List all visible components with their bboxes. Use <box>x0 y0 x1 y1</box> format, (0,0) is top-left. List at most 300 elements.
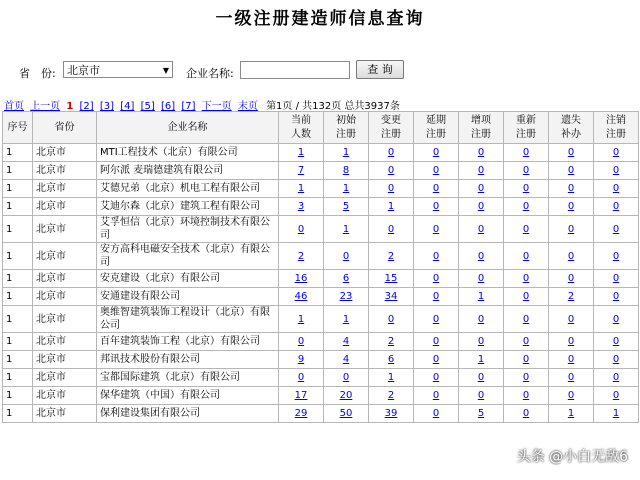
table-row <box>3 144 639 162</box>
count-link[interactable]: 0 <box>522 201 530 212</box>
count-link[interactable]: 0 <box>477 201 485 212</box>
count-link[interactable]: 0 <box>432 336 440 347</box>
table-row <box>3 198 639 216</box>
count-cell <box>549 333 594 351</box>
province-select[interactable] <box>63 61 173 78</box>
count-cell <box>369 270 414 288</box>
province-cell: 北京市 <box>33 387 97 405</box>
count-cell <box>504 288 549 306</box>
count-link[interactable]: 0 <box>612 165 620 176</box>
count-link[interactable]: 0 <box>567 354 575 365</box>
count-cell <box>279 180 324 198</box>
table-row <box>3 387 639 405</box>
count-link[interactable]: 20 <box>339 390 353 401</box>
count-link[interactable]: 2 <box>567 291 575 302</box>
count-cell <box>324 387 369 405</box>
count-cell <box>459 198 504 216</box>
next-page-link[interactable]: 下一页 <box>201 101 232 112</box>
row-number-cell: 1 <box>3 243 33 270</box>
count-link[interactable]: 0 <box>567 390 575 401</box>
count-link[interactable]: 1 <box>387 201 395 212</box>
province-cell: 北京市 <box>33 162 97 180</box>
count-link[interactable]: 0 <box>432 372 440 383</box>
count-cell <box>369 351 414 369</box>
count-cell <box>324 405 369 423</box>
count-link[interactable]: 0 <box>387 165 395 176</box>
count-link[interactable]: 0 <box>432 201 440 212</box>
count-cell <box>459 144 504 162</box>
count-link[interactable]: 0 <box>432 354 440 365</box>
company-name-cell: 艾德兄弟（北京）机电工程有限公司 <box>97 180 279 198</box>
company-name-cell: 安方高科电磁安全技术（北京）有限公司 <box>97 243 279 270</box>
column-header <box>369 112 414 144</box>
count-cell <box>459 270 504 288</box>
count-cell <box>594 162 639 180</box>
first-page-link[interactable]: 首页 <box>4 101 24 112</box>
last-page-link[interactable]: 末页 <box>237 101 258 112</box>
count-link[interactable]: 46 <box>294 291 308 302</box>
count-link[interactable]: 17 <box>294 390 308 401</box>
count-link[interactable]: 0 <box>522 408 530 419</box>
count-link[interactable]: 1 <box>342 223 350 235</box>
count-cell <box>414 162 459 180</box>
count-link[interactable]: 0 <box>477 390 485 401</box>
count-cell <box>324 243 369 270</box>
count-link[interactable]: 0 <box>522 183 530 194</box>
count-link[interactable]: 0 <box>477 250 485 262</box>
count-link[interactable]: 1 <box>297 313 305 325</box>
column-header <box>594 112 639 144</box>
count-cell <box>504 333 549 351</box>
count-cell <box>324 351 369 369</box>
province-cell: 北京市 <box>33 180 97 198</box>
count-link[interactable]: 0 <box>432 250 440 262</box>
count-cell <box>594 198 639 216</box>
row-number-cell: 1 <box>3 198 33 216</box>
count-link[interactable]: 0 <box>522 250 530 262</box>
count-link[interactable]: 0 <box>387 223 395 235</box>
count-link[interactable]: 0 <box>567 201 575 212</box>
count-cell <box>459 351 504 369</box>
count-cell <box>504 270 549 288</box>
count-link[interactable]: 0 <box>567 165 575 176</box>
count-cell <box>594 288 639 306</box>
company-name-cell: 阿尔派 麦瑞德建筑有限公司 <box>97 162 279 180</box>
count-cell <box>324 270 369 288</box>
watermark: 头条 @小白无敌6 <box>516 449 628 465</box>
count-link[interactable]: 0 <box>567 372 575 383</box>
count-link[interactable]: 6 <box>342 273 350 284</box>
count-link[interactable]: 0 <box>297 372 305 383</box>
count-link[interactable]: 8 <box>342 165 350 176</box>
page-info: 第1页 / 共132页 总共3937条 <box>266 101 400 112</box>
count-link[interactable]: 23 <box>339 291 353 302</box>
company-name-cell: 安克建设（北京）有限公司 <box>97 270 279 288</box>
count-link[interactable]: 0 <box>522 390 530 401</box>
count-link[interactable]: 1 <box>342 183 350 194</box>
row-number-cell: 1 <box>3 387 33 405</box>
count-link[interactable]: 0 <box>612 336 620 347</box>
count-cell <box>414 369 459 387</box>
count-link[interactable]: 0 <box>522 354 530 365</box>
count-cell <box>594 351 639 369</box>
count-link[interactable]: 0 <box>477 165 485 176</box>
row-number-cell: 1 <box>3 288 33 306</box>
count-cell <box>594 180 639 198</box>
table-row <box>3 288 639 306</box>
company-name-cell: 保华建筑（中国）有限公司 <box>97 387 279 405</box>
count-cell <box>279 270 324 288</box>
count-link[interactable]: 0 <box>612 273 620 284</box>
table-row <box>3 216 639 243</box>
company-name-cell: 保利建设集团有限公司 <box>97 405 279 423</box>
count-link[interactable]: 0 <box>477 147 485 158</box>
count-link[interactable]: 0 <box>522 313 530 325</box>
row-number-cell: 1 <box>3 405 33 423</box>
table-row <box>3 405 639 423</box>
count-cell <box>324 306 369 333</box>
count-link[interactable]: 0 <box>567 183 575 194</box>
count-cell <box>324 288 369 306</box>
count-link[interactable]: 5 <box>342 201 350 212</box>
row-number-cell: 1 <box>3 144 33 162</box>
count-link[interactable]: 0 <box>432 273 440 284</box>
table-row <box>3 180 639 198</box>
count-link[interactable]: 1 <box>297 183 305 194</box>
count-cell <box>414 387 459 405</box>
count-link[interactable]: 1 <box>387 372 395 383</box>
count-cell <box>549 369 594 387</box>
count-cell <box>504 180 549 198</box>
count-cell <box>369 198 414 216</box>
count-link[interactable]: 2 <box>387 250 395 262</box>
count-cell <box>414 216 459 243</box>
page-link-7[interactable]: [7] <box>181 101 196 112</box>
count-link[interactable]: 6 <box>387 354 395 365</box>
count-link[interactable]: 0 <box>612 147 620 158</box>
count-cell <box>549 162 594 180</box>
count-link[interactable]: 0 <box>477 223 485 235</box>
province-cell: 北京市 <box>33 243 97 270</box>
count-cell <box>414 333 459 351</box>
count-link[interactable]: 1 <box>477 291 485 302</box>
count-cell <box>459 369 504 387</box>
column-header <box>414 112 459 144</box>
column-header-text: 增项 <box>471 114 491 126</box>
count-cell <box>549 387 594 405</box>
count-cell <box>504 351 549 369</box>
count-cell <box>504 162 549 180</box>
count-link[interactable]: 0 <box>522 223 530 235</box>
count-link[interactable]: 0 <box>612 250 620 262</box>
column-header-text: 序号 <box>7 121 28 133</box>
count-cell <box>594 243 639 270</box>
column-header <box>3 112 33 144</box>
count-cell <box>594 405 639 423</box>
count-link[interactable]: 4 <box>342 354 350 365</box>
province-cell: 北京市 <box>33 270 97 288</box>
count-link[interactable]: 0 <box>567 223 575 235</box>
page-link-3[interactable]: [3] <box>99 101 115 112</box>
count-link[interactable]: 0 <box>432 291 440 302</box>
count-cell <box>414 288 459 306</box>
count-link[interactable]: 0 <box>432 313 440 325</box>
count-link[interactable]: 0 <box>612 183 620 194</box>
count-link[interactable]: 1 <box>612 408 620 419</box>
page-link-2[interactable]: [2] <box>79 101 94 112</box>
count-link[interactable]: 0 <box>612 313 620 325</box>
column-header-text: 注册 <box>381 128 401 140</box>
count-cell <box>549 306 594 333</box>
column-header-text: 注册 <box>606 128 626 140</box>
column-header <box>324 112 369 144</box>
province-select-value: 北京市 <box>67 64 100 77</box>
count-cell <box>504 369 549 387</box>
count-cell <box>549 144 594 162</box>
count-cell <box>279 243 324 270</box>
count-link[interactable]: 0 <box>432 223 440 235</box>
column-header-text: 注销 <box>606 114 626 126</box>
page-link-4[interactable]: [4] <box>120 101 135 112</box>
count-link[interactable]: 0 <box>567 273 575 284</box>
count-link[interactable]: 0 <box>477 183 485 194</box>
pagination <box>4 97 400 112</box>
count-cell <box>549 243 594 270</box>
company-name-cell: 邦讯技术股份有限公司 <box>97 351 279 369</box>
count-cell <box>549 216 594 243</box>
count-link[interactable]: 2 <box>387 390 395 401</box>
column-header-text: 省份 <box>54 121 75 133</box>
page-link-6[interactable]: [6] <box>160 101 176 112</box>
count-link[interactable]: 0 <box>612 354 620 365</box>
count-link[interactable]: 0 <box>612 223 620 235</box>
count-link[interactable]: 34 <box>384 291 398 302</box>
count-link[interactable]: 0 <box>342 372 350 383</box>
company-name-cell: 艾迪尔森（北京）建筑工程有限公司 <box>97 198 279 216</box>
row-number-cell: 1 <box>3 333 33 351</box>
count-cell <box>504 144 549 162</box>
count-link[interactable]: 16 <box>294 273 308 284</box>
province-cell: 北京市 <box>33 144 97 162</box>
count-link[interactable]: 0 <box>612 390 620 401</box>
province-cell: 北京市 <box>33 198 97 216</box>
table-row <box>3 270 639 288</box>
column-header-text: 注册 <box>336 128 356 140</box>
count-cell <box>504 198 549 216</box>
count-cell <box>279 288 324 306</box>
count-cell <box>594 270 639 288</box>
count-link[interactable]: 0 <box>522 291 530 302</box>
count-cell <box>549 198 594 216</box>
count-cell <box>279 144 324 162</box>
count-link[interactable]: 29 <box>294 408 308 419</box>
column-header-text: 注册 <box>426 128 446 140</box>
count-link[interactable]: 0 <box>567 147 575 158</box>
count-link[interactable]: 39 <box>384 408 398 419</box>
company-name-cell: MTI工程技术（北京）有限公司 <box>97 144 279 162</box>
count-cell <box>414 144 459 162</box>
count-cell <box>594 144 639 162</box>
count-cell <box>324 216 369 243</box>
column-header <box>549 112 594 144</box>
count-link[interactable]: 0 <box>342 250 350 262</box>
count-cell <box>414 270 459 288</box>
count-cell <box>594 369 639 387</box>
count-link[interactable]: 0 <box>477 273 485 284</box>
count-link[interactable]: 0 <box>387 147 395 158</box>
count-link[interactable]: 50 <box>339 408 353 419</box>
count-link[interactable]: 5 <box>477 408 485 419</box>
count-cell <box>459 180 504 198</box>
province-cell: 北京市 <box>33 405 97 423</box>
page-link-5[interactable]: [5] <box>140 101 155 112</box>
company-input[interactable] <box>240 61 350 79</box>
count-cell <box>504 387 549 405</box>
row-number-cell: 1 <box>3 216 33 243</box>
count-cell <box>279 162 324 180</box>
count-cell <box>279 369 324 387</box>
company-name-cell: 奥维智建筑装饰工程设计（北京）有限公司 <box>97 306 279 333</box>
count-link[interactable]: 3 <box>297 201 305 212</box>
count-link[interactable]: 0 <box>432 408 440 419</box>
row-number-cell: 1 <box>3 306 33 333</box>
count-link[interactable]: 0 <box>477 336 485 347</box>
count-cell <box>414 405 459 423</box>
province-label: 省 份: <box>19 67 56 80</box>
company-name-cell: 艾孚恒信（北京）环境控制技术有限公司 <box>97 216 279 243</box>
count-link[interactable]: 0 <box>567 313 575 325</box>
count-link[interactable]: 0 <box>522 165 530 176</box>
count-cell <box>414 180 459 198</box>
count-link[interactable]: 0 <box>567 336 575 347</box>
column-header-text: 注册 <box>471 128 491 140</box>
row-number-cell: 1 <box>3 180 33 198</box>
count-cell <box>279 351 324 369</box>
count-cell <box>549 270 594 288</box>
count-cell <box>459 216 504 243</box>
company-name-cell: 百年建筑装饰工程（北京）有限公司 <box>97 333 279 351</box>
count-cell <box>549 180 594 198</box>
count-cell <box>594 216 639 243</box>
prev-page-link[interactable]: 上一页 <box>30 101 61 112</box>
table-row <box>3 369 639 387</box>
column-header <box>97 112 279 144</box>
count-link[interactable]: 0 <box>432 165 440 176</box>
column-header-text: 补办 <box>561 128 581 140</box>
count-cell <box>459 333 504 351</box>
count-link[interactable]: 1 <box>477 354 485 365</box>
count-cell <box>324 162 369 180</box>
company-label: 企业名称: <box>186 67 234 80</box>
table-header-row <box>3 112 639 144</box>
count-link[interactable]: 4 <box>342 336 350 347</box>
count-link[interactable]: 0 <box>297 223 305 235</box>
province-cell: 北京市 <box>33 216 97 243</box>
count-link[interactable]: 0 <box>297 336 305 347</box>
count-link[interactable]: 7 <box>297 165 305 176</box>
count-cell <box>594 333 639 351</box>
count-link[interactable]: 1 <box>567 408 575 419</box>
column-header-text: 注册 <box>516 128 536 140</box>
count-cell <box>459 162 504 180</box>
count-cell <box>324 369 369 387</box>
count-link[interactable]: 0 <box>522 336 530 347</box>
count-link[interactable]: 0 <box>522 372 530 383</box>
count-cell <box>369 144 414 162</box>
count-link[interactable]: 0 <box>612 291 620 302</box>
count-link[interactable]: 0 <box>522 147 530 158</box>
table-row <box>3 306 639 333</box>
count-cell <box>504 306 549 333</box>
company-name-cell: 宝都国际建筑（北京）有限公司 <box>97 369 279 387</box>
count-cell <box>324 198 369 216</box>
row-number-cell: 1 <box>3 162 33 180</box>
count-link[interactable]: 2 <box>387 336 395 347</box>
count-cell <box>504 216 549 243</box>
count-link[interactable]: 0 <box>522 273 530 284</box>
count-cell <box>279 387 324 405</box>
table-row <box>3 351 639 369</box>
count-link[interactable]: 9 <box>297 354 305 365</box>
count-cell <box>459 243 504 270</box>
count-cell <box>504 243 549 270</box>
column-header <box>33 112 97 144</box>
count-cell <box>279 405 324 423</box>
row-number-cell: 1 <box>3 351 33 369</box>
column-header <box>504 112 549 144</box>
count-cell <box>369 369 414 387</box>
count-cell <box>369 243 414 270</box>
count-cell <box>459 387 504 405</box>
count-cell <box>369 405 414 423</box>
count-link[interactable]: 0 <box>432 183 440 194</box>
count-cell <box>369 216 414 243</box>
count-link[interactable]: 1 <box>297 147 305 158</box>
count-link[interactable]: 2 <box>297 250 305 262</box>
column-header-text: 延期 <box>426 114 446 126</box>
count-cell <box>414 243 459 270</box>
count-cell <box>459 288 504 306</box>
count-link[interactable]: 0 <box>432 147 440 158</box>
count-cell <box>549 351 594 369</box>
query-button[interactable]: 查 询 <box>356 60 404 79</box>
count-link[interactable]: 0 <box>612 201 620 212</box>
count-cell <box>414 306 459 333</box>
count-cell <box>369 387 414 405</box>
count-link[interactable]: 0 <box>567 250 575 262</box>
page-title: 一级注册建造师信息查询 <box>215 9 425 29</box>
count-link[interactable]: 15 <box>384 273 398 284</box>
count-link[interactable]: 0 <box>387 183 395 194</box>
count-link[interactable]: 0 <box>432 390 440 401</box>
count-cell <box>324 180 369 198</box>
company-name-cell: 安通建设有限公司 <box>97 288 279 306</box>
count-link[interactable]: 1 <box>342 147 350 158</box>
count-cell <box>369 288 414 306</box>
count-cell <box>459 306 504 333</box>
chevron-down-icon: ▼ <box>162 66 169 75</box>
count-link[interactable]: 1 <box>342 313 350 325</box>
count-link[interactable]: 0 <box>387 313 395 325</box>
column-header-text: 人数 <box>291 128 311 140</box>
count-cell <box>594 306 639 333</box>
count-cell <box>369 180 414 198</box>
column-header-text: 重新 <box>516 114 536 126</box>
count-link[interactable]: 0 <box>477 372 485 383</box>
count-link[interactable]: 0 <box>612 372 620 383</box>
count-cell <box>594 387 639 405</box>
count-link[interactable]: 0 <box>477 313 485 325</box>
